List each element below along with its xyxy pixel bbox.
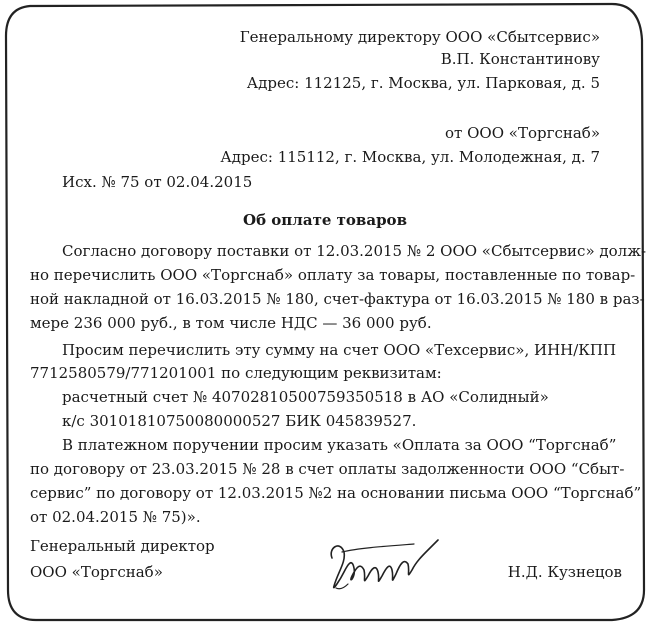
sender-address: Адрес: 115112, г. Москва, ул. Молодежная, д. 7	[220, 148, 600, 166]
para2-line: Просим перечислить эту сумму на счет ООО «Техсервис», ИНН/КПП	[62, 341, 617, 359]
para1-line: Согласно договору поставки от 12.03.2015 № 2 ООО «Сбытсервис» долж-	[62, 242, 647, 260]
para3-line: сервис” по договору от 12.03.2015 №2 на основании письма ООО “Торгснаб”	[30, 484, 642, 502]
para2-line: 7712580579/771201001 по следующим реквизитам:	[30, 364, 442, 382]
para1-line: мере 236 000 руб., в том числе НДС — 36 000 руб.	[30, 314, 432, 332]
para3-line: от 02.04.2015 № 75)».	[30, 508, 201, 526]
recipient-line-2: В.П. Константинову	[440, 50, 600, 68]
handwritten-signature	[318, 528, 442, 594]
para1-line: но перечислить ООО «Торгснаб» оплату за товары, поставленные по товар-	[30, 266, 636, 284]
signatory-name: Н.Д. Кузнецов	[507, 563, 622, 581]
signatory-position: Генеральный директор	[30, 537, 215, 555]
outgoing-number: Исх. № 75 от 02.04.2015	[62, 173, 253, 191]
recipient-address: Адрес: 112125, г. Москва, ул. Парковая, д. 5	[246, 74, 600, 92]
requisites-line: расчетный счет № 40702810500759350518 в АО «Солидный»	[62, 388, 549, 406]
signatory-organization: ООО «Торгснаб»	[30, 563, 163, 581]
letter-title: Об оплате товаров	[243, 211, 407, 229]
para3-line: по договору от 23.03.2015 № 28 в счет оплаты задолженности ООО “Сбыт-	[30, 460, 625, 478]
recipient-line-1: Генеральному директору ООО «Сбытсервис»	[239, 28, 600, 46]
para1-line: ной накладной от 16.03.2015 № 180, счет-фактура от 16.03.2015 № 180 в раз-	[30, 290, 645, 308]
para3-line: В платежном поручении просим указать «Оплата за ООО “Торгснаб”	[62, 436, 617, 454]
requisites-line: к/с 30101810750080000527 БИК 045839527.	[62, 412, 417, 430]
sender-line-1: от ООО «Торгснаб»	[445, 124, 600, 142]
